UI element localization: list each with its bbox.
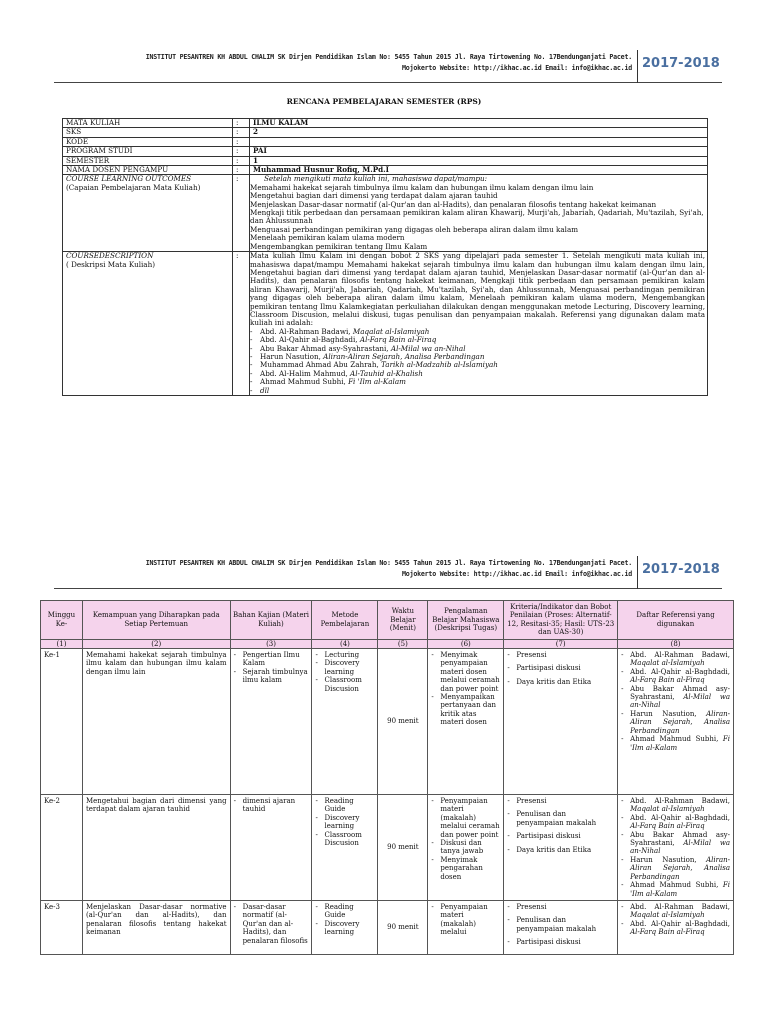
header2-line-1: INSTITUT PESANTREN KH ABDUL CHALIM SK Dirjen Pendidikan Islam No: 5455 Tahun 2015 Jl. Raya Tirtowening No. 17Bendunganjati Pacet. bbox=[145, 559, 632, 567]
info-value: 2 bbox=[250, 128, 708, 137]
ref-author: Abd. Al-Qahir al-Baghdadi, bbox=[630, 667, 730, 676]
reference-author: Muhammad Ahmad Abu Zahrah, bbox=[260, 360, 382, 370]
clo-sublabel: (Capaian Pembelajaran Mata Kuliah) bbox=[66, 182, 201, 192]
ref-item bbox=[630, 856, 730, 881]
info-colon: : bbox=[233, 156, 250, 165]
material-item: - dimensi ajaran tauhid bbox=[243, 797, 309, 814]
column-number: (5) bbox=[378, 639, 428, 648]
reference-author: Abd. Al-Qahir al-Baghdadi, bbox=[260, 335, 360, 345]
method-list bbox=[315, 903, 374, 937]
ability-cell: Memahami hakekat sejarah timbulnya ilmu kalam dan hubungan ilmu kalam dengan ilmu lain bbox=[82, 649, 230, 795]
ref-list bbox=[621, 903, 730, 937]
criteria-cell bbox=[504, 900, 618, 954]
clo-row: COURSE LEARNING OUTCOMES (Capaian Pembelajaran Mata Kuliah) : Setelah mengikuti mata kuliah ini, mahasiswa dapat/mampu: Memahami hakekat sejarah timbulnya ilmu kalam dan hubungan ilmu kalam dengan ilmu lain Mengetahui bagian dari dimensi yang terdapat dalam ajaran tauhid Menjelaskan Dasar-dasar normatif (al-Qur'an dan al-Hadits), dan penalaran filosofis tentang hakekat keimanan Mengkaji titik perbedaan dan persamaan pemikiran kalam aliran Khawarij, Murji'ah, Jabariah, Qadariah, Mu'tazilah, Syi'ah, dan Ahlussunnah Menguasai perbandingan pemikiran yang digagas oleh beberapa aliran dalam ilmu kalam Menelaah pemikiran kalam ulama modern Mengembangkan pemikiran tentang Ilmu Kalam bbox=[63, 175, 708, 252]
page-2-header bbox=[54, 556, 722, 589]
column-header: Minggu Ke- bbox=[41, 601, 83, 640]
week-cell: Ke-2 bbox=[41, 795, 83, 901]
criteria-item: - Partisipasi diskusi bbox=[516, 832, 614, 840]
reference-title: Al-Tauhid al-Khalish bbox=[350, 368, 423, 378]
reference-item bbox=[260, 387, 705, 395]
time-cell: 90 menit bbox=[378, 900, 428, 954]
column-number: (1) bbox=[41, 639, 83, 648]
ability-cell: Mengetahui bagian dari dimensi yang terdapat dalam ajaran tauhid bbox=[82, 795, 230, 901]
document-title: RENCANA PEMBELAJARAN SEMESTER (RPS) bbox=[286, 97, 482, 106]
reference-author: Abd. Al-Rahman Badawi, bbox=[260, 326, 353, 336]
ref-title: Maqalat al-Islamiyah bbox=[630, 911, 705, 920]
reference-author: Abd. Al-Halim Mahmud, bbox=[260, 368, 351, 378]
ability-cell: Menjelaskan Dasar-dasar normative (al-Qur'an dan al-Hadits), dan penalaran filosofis tentang hakekat keimanan bbox=[82, 900, 230, 954]
plan-row bbox=[41, 900, 734, 954]
experience-cell bbox=[428, 795, 504, 901]
info-colon: : bbox=[233, 147, 250, 156]
ref-title: Aliran-Aliran Sejarah, Analisa Perbandingan bbox=[630, 855, 730, 881]
ref-title: Maqalat al-Islamiyah bbox=[630, 805, 705, 814]
ref-author: Abd. Al-Qahir al-Baghdadi, bbox=[630, 813, 730, 822]
reference-author: Abu Bakar Ahmad asy-Syahrastani, bbox=[260, 343, 391, 353]
column-number: (6) bbox=[428, 639, 504, 648]
description-label: COURSEDESCRIPTION bbox=[66, 251, 154, 261]
experience-item: - Diskusi dan tanya jawab bbox=[440, 839, 500, 856]
ref-author: Abd. Al-Rahman Badawi, bbox=[630, 797, 730, 806]
column-header: Kriteria/Indikator dan Bobot Penilaian (Proses: Alternatif-12, Resitasi-35; Hasil: UTS-23 dan UAS-30) bbox=[504, 601, 618, 640]
ref-item bbox=[630, 685, 730, 710]
experience-list bbox=[431, 651, 500, 727]
materials-cell bbox=[230, 649, 312, 795]
description-sublabel: ( Deskripsi Mata Kuliah) bbox=[66, 259, 156, 269]
experience-list bbox=[431, 797, 500, 881]
materials-cell bbox=[230, 795, 312, 901]
info-colon: : bbox=[233, 166, 250, 175]
ref-author: Abu Bakar Ahmad asy-Syahrastani, bbox=[630, 684, 730, 702]
info-label: PROGRAM STUDI bbox=[63, 147, 233, 156]
clo-item: Mengkaji titik perbedaan dan persamaan pemikiran kalam aliran Khawarij, Murji'ah, Jabariah, Qadariah, Mu'tazilah, Syi'ah, dan Ahlussunnah bbox=[250, 208, 704, 226]
method-item: - Discovery learning bbox=[324, 814, 374, 831]
plan-row bbox=[41, 795, 734, 901]
experience-item: - Penyampaian materi (makalah) melalui ceramah dan power point bbox=[440, 797, 500, 839]
ref-item bbox=[630, 668, 730, 685]
column-number: (3) bbox=[230, 639, 312, 648]
method-list bbox=[315, 651, 374, 693]
ref-title: Fi 'Ilm al-Kalam bbox=[630, 881, 730, 898]
week-cell: Ke-1 bbox=[41, 649, 83, 795]
criteria-item: - Partisipasi diskusi bbox=[516, 664, 614, 672]
column-header: Bahan Kajian (Materi Kuliah) bbox=[230, 601, 312, 640]
material-list bbox=[234, 797, 309, 814]
experience-cell bbox=[428, 649, 504, 795]
material-item: - Pengertian Ilmu Kalam bbox=[243, 651, 309, 668]
ref-item bbox=[630, 814, 730, 831]
ref-title: Maqalat al-Islamiyah bbox=[630, 659, 705, 668]
material-item: - Sejarah timbulnya ilmu kalam bbox=[243, 668, 309, 685]
ref-title: Al-Farq Bain al-Firaq bbox=[630, 676, 705, 685]
criteria-list bbox=[507, 903, 614, 947]
plan-row bbox=[41, 649, 734, 795]
reference-title: Al-Farq Bain al-Firaq bbox=[359, 335, 437, 345]
method-item: - Reading Guide bbox=[324, 797, 374, 814]
ref-list bbox=[621, 797, 730, 898]
ref-item bbox=[630, 881, 730, 898]
reference-title: Tarikh al-Madzahib al-Islamiyah bbox=[381, 360, 498, 370]
experience-item: - Penyampaian materi (makalah) melalui bbox=[440, 903, 500, 937]
column-number: (4) bbox=[312, 639, 378, 648]
info-label: KODE bbox=[63, 137, 233, 146]
clo-item: Menelaah pemikiran kalam ulama modern bbox=[250, 233, 405, 243]
methods-cell bbox=[312, 900, 378, 954]
reference-title: Maqalat al-Islamiyah bbox=[352, 326, 430, 336]
criteria-item: - Presensi bbox=[516, 651, 614, 659]
description-content bbox=[250, 252, 708, 396]
institution-header-text bbox=[54, 52, 632, 74]
weekly-plan-table bbox=[40, 600, 734, 955]
info-label: MATA KULIAH bbox=[63, 119, 233, 128]
plan-number-row bbox=[41, 639, 734, 648]
method-item: - Discovery learning bbox=[324, 920, 374, 937]
ref-author: Harun Nasution, bbox=[630, 855, 707, 864]
clo-item: Mengetahui bagian dari dimensi yang terdapat dalam ajaran tauhid bbox=[250, 191, 498, 201]
column-header: Kemampuan yang Diharapkan pada Setiap Pertemuan bbox=[82, 601, 230, 640]
criteria-cell bbox=[504, 795, 618, 901]
info-row bbox=[63, 137, 708, 146]
experience-item: - Menyampaikan pertanyaan dan kritik atas materi dosen bbox=[440, 693, 500, 727]
header-divider-2 bbox=[637, 556, 638, 589]
header-line-2: Mojokerto Website: http://ikhac.ac.id Email: info@ikhac.ac.id bbox=[402, 64, 632, 72]
ref-item bbox=[630, 797, 730, 814]
ref-item bbox=[630, 651, 730, 668]
clo-item: Memahami hakekat sejarah timbulnya ilmu kalam dan hubungan ilmu kalam dengan ilmu lain bbox=[250, 182, 594, 192]
institution-header-text-2 bbox=[54, 558, 632, 580]
academic-year-2: 2017-2018 bbox=[642, 562, 720, 577]
column-number: (2) bbox=[82, 639, 230, 648]
info-colon: : bbox=[233, 128, 250, 137]
week-cell: Ke-3 bbox=[41, 900, 83, 954]
method-item: - Discovery learning bbox=[324, 659, 374, 676]
reference-title: Al-Milal wa an-Nihal bbox=[390, 343, 466, 353]
clo-content bbox=[250, 175, 708, 252]
material-item: - Dasar-dasar normatif (al-Qur'an dan al-Hadits), dan penalaran filosofis bbox=[243, 903, 309, 945]
ref-author: Abd. Al-Qahir al-Baghdadi, bbox=[630, 919, 730, 928]
ref-author: Ahmad Mahmud Subhi, bbox=[630, 735, 723, 744]
criteria-cell bbox=[504, 649, 618, 795]
ref-list bbox=[621, 651, 730, 752]
ref-item bbox=[630, 735, 730, 752]
column-header: Pengalaman Belajar Mahasiswa (Deskripsi Tugas) bbox=[428, 601, 504, 640]
info-value: ILMU KALAM bbox=[250, 119, 708, 128]
header-divider bbox=[637, 50, 638, 83]
material-list bbox=[234, 903, 309, 945]
clo-label: COURSE LEARNING OUTCOMES bbox=[66, 174, 192, 184]
column-number: (8) bbox=[618, 639, 734, 648]
clo-item: Menguasai perbandingan pemikiran yang digagas oleh beberapa aliran dalam ilmu kalam bbox=[250, 224, 579, 234]
ref-item bbox=[630, 920, 730, 937]
criteria-item: - Partisipasi diskusi bbox=[516, 938, 614, 946]
info-row bbox=[63, 128, 708, 137]
info-row bbox=[63, 119, 708, 128]
reference-title: Fi 'Ilm al-Kalam bbox=[348, 377, 406, 387]
page-header bbox=[54, 50, 722, 83]
ref-title: Al-Farq Bain al-Firaq bbox=[630, 822, 705, 831]
info-label: SKS bbox=[63, 128, 233, 137]
time-cell: 90 menit bbox=[378, 649, 428, 795]
ref-author: Abd. Al-Rahman Badawi, bbox=[630, 902, 730, 911]
criteria-item: - Penulisan dan penyampaian makalah bbox=[516, 916, 614, 933]
methods-cell bbox=[312, 649, 378, 795]
experience-item: - Menyimak pengarahan dosen bbox=[440, 856, 500, 881]
ref-title: Al-Milal wa an-Nihal bbox=[630, 839, 730, 856]
info-label: SEMESTER bbox=[63, 156, 233, 165]
column-header: Daftar Referensi yang digunakan bbox=[618, 601, 734, 640]
criteria-item: - Penulisan dan penyampaian makalah bbox=[516, 810, 614, 827]
references-cell bbox=[618, 649, 734, 795]
clo-item: Menjelaskan Dasar-dasar normatif (al-Qur'an dan al-Hadits), dan penalaran filosofis tentang hakekat keimanan bbox=[250, 199, 657, 209]
experience-cell bbox=[428, 900, 504, 954]
references-cell bbox=[618, 900, 734, 954]
method-item: - Lecturing bbox=[324, 651, 374, 659]
criteria-item: - Daya kritis dan Etika bbox=[516, 846, 614, 854]
references-cell bbox=[618, 795, 734, 901]
ref-author: Ahmad Mahmud Subhi, bbox=[630, 881, 723, 890]
reference-title: dll bbox=[260, 385, 270, 395]
clo-intro: Setelah mengikuti mata kuliah ini, mahasiswa dapat/mampu: bbox=[264, 174, 488, 184]
info-row bbox=[63, 147, 708, 156]
reference-author: Ahmad Mahmud Subhi, bbox=[260, 377, 349, 387]
clo-item: Mengembangkan pemikiran tentang Ilmu Kalam bbox=[250, 241, 428, 251]
header2-line-2: Mojokerto Website: http://ikhac.ac.id Email: info@ikhac.ac.id bbox=[402, 570, 632, 578]
ref-title: Al-Farq Bain al-Firaq bbox=[630, 928, 705, 937]
course-info-table bbox=[62, 118, 708, 396]
description-row: COURSEDESCRIPTION ( Deskripsi Mata Kuliah) : Mata kuliah Ilmu Kalam ini dengan bobot 2 SKS yang dipelajari pada semester 1. Setelah mengikuti mata kuliah ini, mahasiswa dapat/mampu Memahami hakekat sejarah timbulnya ilmu kalam dan hubungan ilmu kalam dengan ilmu lain, Mengetahui bagian dari dimensi yang terdapat dalam ajaran tauhid, Menjelaskan Dasar-dasar normatif (al-Qur'an dan al-Hadits), dan penalaran filosofis tentang hakekat keimanan, Mengkaji titik perbedaan dan persamaan pemikiran kalam aliran Khawarij, Murji'ah, Jabariah, Qadariah, Mu'tazilah, Syi'ah, dan Ahlussunnah, Menguasai perbandingan pemikiran yang digagas oleh beberapa aliran dalam ilmu kalam, Menelaah pemikiran kalam ulama modern, Mengembangkan pemikiran tentang Ilmu Kalamkegiatan perkuliahan dilakukan dengan menggunakan metode Lecturing, Discovery learning, Classroom Discusion, melalui diskusi, tugas penulisan dan penyampaian makalah. Referensi yang digunakan dalam mata kuliah ini adalah: - Abd. Al-Rahman Badawi, Maqalat al-Islamiyah - Abd. Al-Qahir al-Baghdadi, Al-Farq Bain al-Firaq - Abu Bakar Ahmad asy-Syahrastani, Al-Milal wa an-Nihal - Harun Nasution, Aliran-Aliran Sejarah, Analisa Perbandingan - Muhammad Ahmad Abu Zahrah, Tarikh al-Madzahib al-Islamiyah - Abd. Al-Halim Mahmud, Al-Tauhid al-Khalish - Ahmad Mahmud Subhi, Fi 'Ilm al-Kalam - dll bbox=[63, 252, 708, 396]
info-value: PAI bbox=[250, 147, 708, 156]
ref-item bbox=[630, 903, 730, 920]
ref-author: Abd. Al-Rahman Badawi, bbox=[630, 651, 730, 660]
info-colon: : bbox=[233, 119, 250, 128]
experience-item: - Menyimak penyampaian materi dosen melalui ceramah dan power point bbox=[440, 651, 500, 693]
method-item: - Classroom Discusion bbox=[324, 831, 374, 848]
reference-item bbox=[260, 378, 705, 386]
plan-header-row bbox=[41, 601, 734, 640]
academic-year: 2017-2018 bbox=[642, 56, 720, 71]
criteria-list bbox=[507, 651, 614, 686]
ref-item bbox=[630, 710, 730, 735]
ref-item bbox=[630, 831, 730, 856]
material-list bbox=[234, 651, 309, 685]
info-value bbox=[250, 137, 708, 146]
method-item: - Classroom Discusion bbox=[324, 676, 374, 693]
materials-cell bbox=[230, 900, 312, 954]
header-line-1: INSTITUT PESANTREN KH ABDUL CHALIM SK Dirjen Pendidikan Islam No: 5455 Tahun 2015 Jl. Raya Tirtowening No. 17Bendunganjati Pacet. bbox=[145, 53, 632, 61]
column-header: Waktu Belajar (Menit) bbox=[378, 601, 428, 640]
reference-title: Aliran-Aliran Sejarah, Analisa Perbandingan bbox=[323, 351, 485, 361]
ref-author: Abu Bakar Ahmad asy-Syahrastani, bbox=[630, 830, 730, 848]
info-colon: : bbox=[233, 137, 250, 146]
ref-title: Fi 'Ilm al-Kalam bbox=[630, 735, 730, 752]
ref-title: Al-Milal wa an-Nihal bbox=[630, 693, 730, 710]
reference-list bbox=[250, 328, 705, 395]
experience-list bbox=[431, 903, 500, 937]
reference-author: Harun Nasution, bbox=[260, 351, 324, 361]
time-cell: 90 menit bbox=[378, 795, 428, 901]
column-header: Metode Pembelajaran bbox=[312, 601, 378, 640]
info-value: 1 bbox=[250, 156, 708, 165]
criteria-item: - Presensi bbox=[516, 903, 614, 911]
description-text: Mata kuliah Ilmu Kalam ini dengan bobot 2 SKS yang dipelajari pada semester 1. Setelah mengikuti mata kuliah ini, mahasiswa dapat/mampu Memahami hakekat sejarah timbulnya ilmu kalam dan hubungan ilmu kalam dengan ilmu lain, Mengetahui bagian dari dimensi yang terdapat dalam ajaran tauhid, Menjelaskan Dasar-dasar normatif (al-Qur'an dan al-Hadits), dan penalaran filosofis tentang hakekat keimanan, Mengkaji titik perbedaan dan persamaan pemikiran kalam aliran Khawarij, Murji'ah, Jabariah, Qadariah, Mu'tazilah, Syi'ah, dan Ahlussunnah, Menguasai perbandingan pemikiran yang digagas oleh beberapa aliran dalam ilmu kalam, Menelaah pemikiran kalam ulama modern, Mengembangkan pemikiran tentang Ilmu Kalamkegiatan perkuliahan dilakukan dengan menggunakan metode Lecturing, Discovery learning, Classroom Discusion, melalui diskusi, tugas penulisan dan penyampaian makalah. Referensi yang digunakan dalam mata kuliah ini adalah: bbox=[250, 251, 705, 328]
column-number: (7) bbox=[504, 639, 618, 648]
ref-author: Harun Nasution, bbox=[630, 709, 707, 718]
method-item: - Reading Guide bbox=[324, 903, 374, 920]
criteria-list bbox=[507, 797, 614, 854]
method-list bbox=[315, 797, 374, 847]
info-label: NAMA DOSEN PENGAMPU bbox=[63, 166, 233, 175]
criteria-item: - Daya kritis dan Etika bbox=[516, 678, 614, 686]
ref-title: Aliran-Aliran Sejarah, Analisa Perbandingan bbox=[630, 709, 730, 735]
info-value: Muhammad Husnur Rofiq, M.Pd.I bbox=[250, 166, 708, 175]
criteria-item: - Presensi bbox=[516, 797, 614, 805]
methods-cell bbox=[312, 795, 378, 901]
